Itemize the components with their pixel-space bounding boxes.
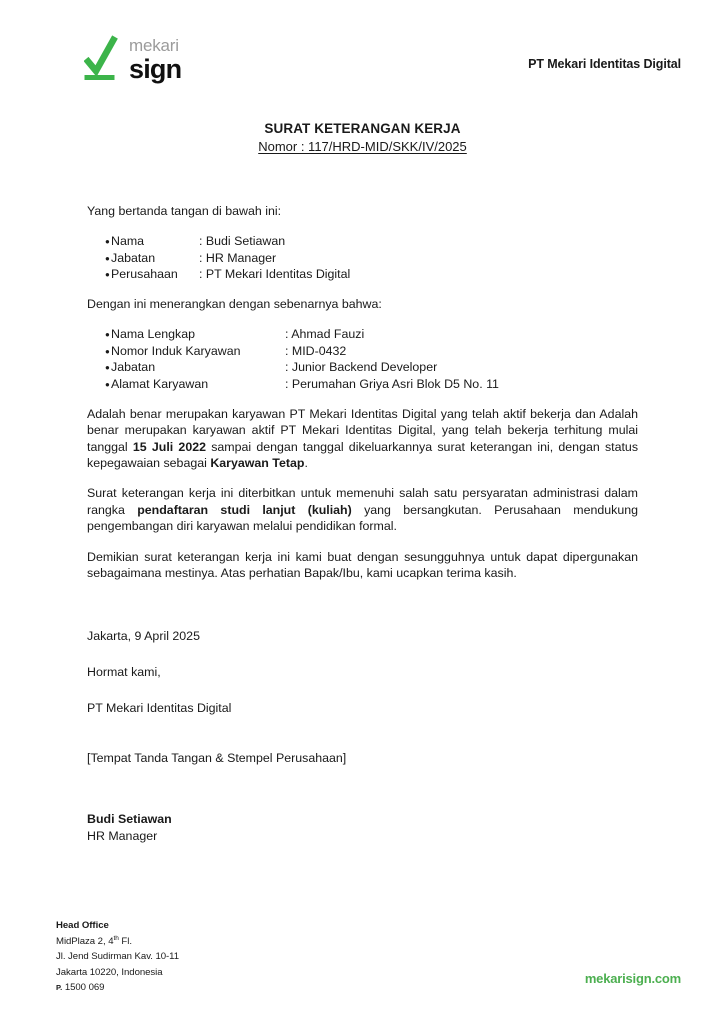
document-title-block: [0, 121, 725, 154]
field-value: : Junior Backend Developer: [285, 360, 438, 375]
list-item: [87, 343, 638, 359]
logo-word-mekari: mekari: [129, 36, 179, 55]
field-label: Nama: [111, 234, 145, 249]
para1-part3: .: [304, 456, 308, 470]
paragraph-purpose: [87, 485, 638, 534]
para1-part2: sampai dengan tanggal dikeluarkannya surat keterangan ini, dengan status kepegawaian sebagai: [87, 439, 639, 470]
paragraph-closing-statement: Demikian surat keterangan kerja ini kami buat dengan sesungguhnya untuk dapat dipergunakan sebagaimana mestinya. Atas perhatian Bapak/Ibu, kami ucapkan terima kasih.: [87, 549, 638, 580]
signer-title: HR Manager: [87, 829, 158, 844]
closing-company-name: PT Mekari Identitas Digital: [87, 701, 232, 715]
list-item: [87, 326, 638, 342]
bullet-icon: [87, 329, 111, 342]
closing-block: [87, 629, 638, 715]
field-label: Jabatan: [111, 250, 156, 265]
signatory-info-list: [87, 233, 638, 282]
field-value: : Budi Setiawan: [199, 234, 286, 249]
list-item: [87, 376, 638, 392]
footer-website: mekarisign.com: [584, 971, 681, 986]
bullet-icon: [87, 253, 111, 266]
field-value: : HR Manager: [199, 250, 277, 265]
footer-address: [56, 918, 179, 996]
document-number: Nomor : 117/HRD-MID/SKK/IV/2025: [258, 139, 467, 154]
bullet-icon: [87, 269, 111, 282]
field-label: Nomor Induk Karyawan: [111, 343, 241, 358]
mekari-sign-logo: [84, 34, 181, 83]
header-company-name: PT Mekari Identitas Digital: [528, 57, 681, 71]
address-line1-post: Fl.: [118, 935, 132, 947]
logo-wordmark: [129, 34, 181, 83]
list-item: [87, 233, 638, 249]
footer-address-line-3: Jakarta 10220, Indonesia: [56, 966, 163, 978]
address-line1-ordinal: th: [113, 934, 119, 942]
phone-prefix: P.: [56, 983, 63, 993]
bullet-icon: [87, 346, 111, 359]
document-body: [87, 203, 638, 595]
place-and-date: Jakarta, 9 April 2025: [87, 629, 200, 643]
field-label: Jabatan: [111, 360, 156, 375]
field-value: : MID-0432: [285, 343, 347, 358]
footer-address-line-2: Jl. Jend Sudirman Kav. 10-11: [56, 951, 180, 963]
list-item: [87, 266, 638, 282]
field-label: Alamat Karyawan: [111, 376, 209, 391]
signer-block: [87, 811, 172, 845]
para2-part1: Surat keterangan kerja ini diterbitkan untuk memenuhi salah satu persyaratan administrasi dalam rangka: [87, 486, 638, 517]
logo-word-sign: sign: [129, 54, 182, 84]
field-label: Perusahaan: [111, 266, 178, 281]
list-item: [87, 359, 638, 375]
lead-paragraph-2: Dengan ini menerangkan dengan sebenarnya bahwa:: [87, 297, 382, 312]
salutation: Hormat kami,: [87, 665, 161, 679]
bullet-icon: [87, 362, 111, 375]
page-title: SURAT KETERANGAN KERJA: [264, 121, 461, 136]
para1-part1: Adalah benar merupakan karyawan PT Mekari Identitas Digital yang telah aktif bekerja dan Adalah benar merupakan karyawan aktif PT Mekari Identitas Digital, yang telah bekerja terhitung mulai tanggal: [87, 406, 638, 454]
paragraph-employment-status: [87, 406, 638, 472]
phone-number: 1500 069: [64, 982, 105, 994]
para2-bold-purpose: pendaftaran studi lanjut (kuliah): [137, 502, 352, 517]
lead-paragraph-1: Yang bertanda tangan di bawah ini:: [87, 204, 282, 218]
employee-info-list: [87, 326, 638, 392]
para1-bold-date: 15 Juli 2022: [132, 439, 206, 454]
green-check-icon: [84, 34, 120, 82]
footer-phone-line: [56, 980, 179, 996]
field-value: : PT Mekari Identitas Digital: [199, 266, 351, 281]
address-line1-pre: MidPlaza 2, 4: [56, 935, 114, 947]
footer-address-line-1: [56, 934, 179, 950]
bullet-icon: [87, 236, 111, 249]
bullet-icon: [87, 379, 111, 392]
para2-part2: yang bersangkutan. Perusahaan mendukung pengembangan diri karyawan melalui pendidikan formal.: [87, 502, 638, 534]
document-header: [0, 34, 725, 94]
footer-office-label: Head Office: [56, 920, 109, 931]
signature-placeholder: [Tempat Tanda Tangan & Stempel Perusahaan]: [87, 751, 347, 765]
field-value: : Perumahan Griya Asri Blok D5 No. 11: [285, 376, 499, 391]
field-label: Nama Lengkap: [111, 327, 196, 342]
field-value: : Ahmad Fauzi: [285, 327, 365, 342]
list-item: [87, 250, 638, 266]
signer-name: Budi Setiawan: [87, 812, 172, 826]
para1-bold-status: Karyawan Tetap: [210, 456, 305, 470]
